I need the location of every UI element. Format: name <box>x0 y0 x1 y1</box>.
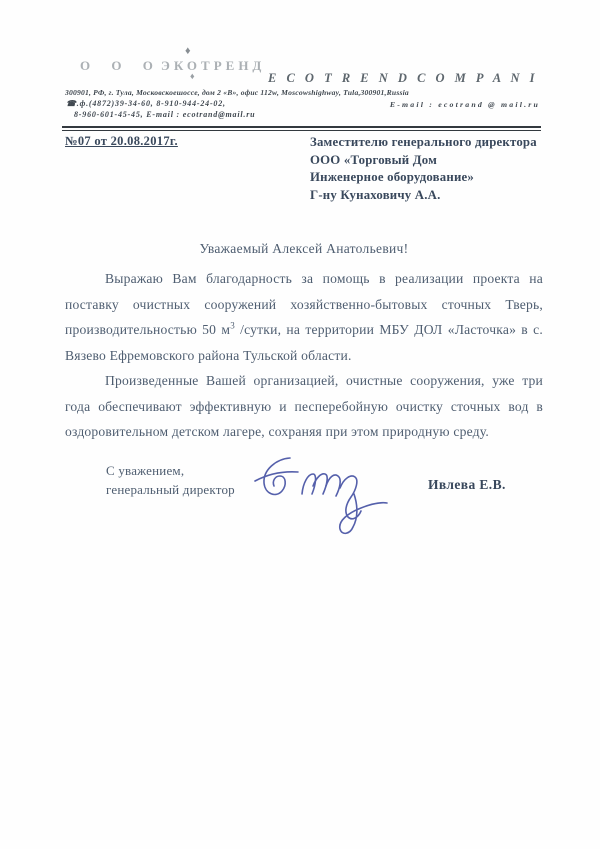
closing-regards: С уважением, <box>106 463 185 478</box>
closing-block <box>106 461 235 499</box>
recipient-line: ООО «Торговый Дом <box>310 152 438 167</box>
handwritten-signature <box>250 446 390 544</box>
logo-ooo-text: О О О <box>80 58 162 73</box>
recipient-line: Г-ну Кунаховичу А.А. <box>310 187 441 202</box>
diamond-icon: ♦ <box>190 71 195 81</box>
signer-name: Ивлева Е.В. <box>428 477 506 492</box>
closing-title: генеральный директор <box>106 482 235 497</box>
logo-company-name: ЭКОТРЕНД <box>161 58 266 73</box>
letter-body <box>65 266 543 445</box>
body-paragraph-1 <box>65 266 543 368</box>
recipient-line: Заместителю генерального директора <box>310 135 537 149</box>
recipient-block <box>310 134 560 204</box>
company-name-latin: E C O T R E N D C O M P A N I <box>268 71 539 85</box>
letterhead-divider <box>62 126 541 131</box>
reference-number: №07 от 20.08.2017г. <box>65 134 178 148</box>
cubic-meter-superscript: 3 <box>230 320 235 331</box>
company-email: E-mail : ecotrand @ mail.ru <box>389 100 540 109</box>
salutation: Уважаемый Алексей Анатольевич! <box>199 241 409 256</box>
recipient-line: Инженерное оборудование» <box>310 170 474 184</box>
company-address: 300901, РФ, г. Тула, Московскоешоссе, дом 2 «В», офис 112w, Moscowshighway, Tula,300901,Russia <box>65 88 409 97</box>
paragraph1-text-continued: /сутки, на территории МБУ ДОЛ «Ласточка» в с. Вязево Ефремовского района Тульской области. <box>65 322 543 363</box>
company-phone: ☎.ф.(4872)39-34-60, 8-910-944-24-02, <box>66 99 226 108</box>
diamond-icon: ♦ <box>185 45 191 57</box>
company-phone-2: 8-960-601-45-45, E-mail : ecotrand@mail.ru <box>74 110 256 119</box>
paragraph1-text: Выражаю Вам благодарность за помощь в реализации проекта на поставку очистных сооружений хозяйственно-бытовых сточных Тверь, производительностью 50 м <box>65 271 543 337</box>
body-paragraph-2: Произведенные Вашей организацией, очистные сооружения, уже три года обеспечивают эффективную и песперебойную очистку сточных вод в оздоровительном детском лагере, сохраняя при этом природную среду. <box>65 373 543 439</box>
